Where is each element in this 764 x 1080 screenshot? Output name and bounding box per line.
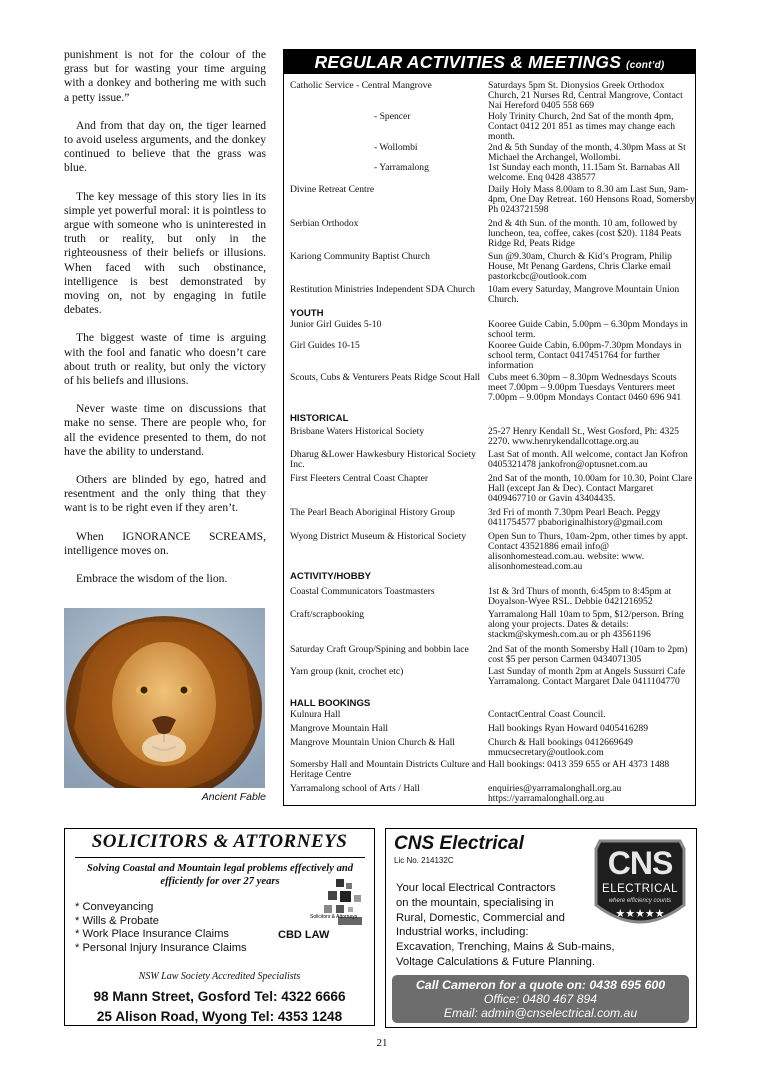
story-paragraph: The key message of this story lies in its simple yet powerful moral: it is pointless to argue with someone who is uninterested in truth or reality, but only in the righteousness of their beliefs or illusions. When faced with such obstinance, intelligence is best demonstrated by moving on, not by engaging in futile debates. xyxy=(64,189,266,317)
cns-body-line: Your local Electrical Contractors xyxy=(396,882,556,894)
activity-name: Serbian Orthodox xyxy=(290,218,359,229)
service-item: * Conveyancing xyxy=(75,901,154,913)
activity-info: ContactCentral Coast Council. xyxy=(488,709,606,720)
cbd-law-logo xyxy=(280,877,370,949)
activity-info: Daily Holy Mass 8.00am to 8.30 am Last Sun, 9am-4pm, One Day Retreat. 160 Hensons Road, Somersby Ph 0243721598 xyxy=(488,184,695,216)
activity-info: Last Sunday of month 2pm at Angels Sussurri Cafe Yarramalong. Contact Margaret Dale 0411104770 xyxy=(488,666,686,688)
activity-name: - Spencer xyxy=(374,111,411,122)
activity-name: Kulnura Hall xyxy=(290,709,341,720)
activity-info: 25-27 Henry Kendall St., West Gosford, Ph: 4325 2270. www.henrykendallcottage.org.au xyxy=(488,426,679,448)
cbd-law-small: Solicitors & Attorneys xyxy=(310,914,358,920)
activities-title-suffix: (cont’d) xyxy=(626,60,665,71)
activity-name: Saturday Craft Group/Spining and bobbin lace xyxy=(290,644,469,655)
activity-name: Mangrove Mountain Union Church & Hall xyxy=(290,737,455,748)
service-item: * Wills & Probate xyxy=(75,914,159,927)
cns-description xyxy=(396,881,696,970)
solicitors-tagline: Solving Coastal and Mountain legal problems effectively and efficiently for over 27 years xyxy=(86,863,354,887)
badge-electrical: ELECTRICAL xyxy=(602,883,678,895)
activity-name: Craft/scrapbooking xyxy=(290,609,365,620)
activity-name: Catholic Service - Central Mangrove xyxy=(290,80,432,91)
activity-name: Kariong Community Baptist Church xyxy=(290,251,430,262)
activity-info: Open Sun to Thurs, 10am-2pm, other times by appt. Contact 43521886 email info@ alisonhomestead.com.au. website: www. alisonhomestead.com.au xyxy=(488,531,688,573)
activity-info: Kooree Guide Cabin, 6.00pm-7.30pm Mondays in school term, Contact 0417451764 for further information xyxy=(488,340,682,372)
badge-tagline: where efficiency counts xyxy=(608,898,672,904)
licence-number: Lic No. 214132C xyxy=(394,856,454,865)
activities-box xyxy=(283,49,696,806)
activity-info: 2nd Sat of the month Somersby Hall (10am to 2pm) cost $5 per person Carmen 0434071305 xyxy=(488,644,688,666)
activity-name: Restitution Ministries Independent SDA Church xyxy=(290,284,475,295)
cns-office-line: Office: 0480 467 894 xyxy=(483,992,598,1006)
activity-info: Holy Trinity Church, 2nd Sat of the month 4pm, Contact 0412 201 851 as times may change each month. xyxy=(488,111,676,143)
activity-info: Saturdays 5pm St. Dionysios Greek Orthodox Church, 21 Nurses Rd, Central Mangrove, Contact Nai Hereford 0405 558 669 xyxy=(488,80,683,112)
activity-name: Mangrove Mountain Hall xyxy=(290,723,389,734)
activity-info: 2nd & 5th Sunday of the month, 4.30pm Mass at St Michael the Archangel, Wollombi. xyxy=(488,142,686,164)
cns-title: CNS Electrical xyxy=(394,833,524,854)
cns-body-line: Industrial works, including: xyxy=(396,926,529,939)
activity-name: Junior Girl Guides 5-10 xyxy=(290,319,382,330)
page-number: 21 xyxy=(376,1037,388,1049)
activity-info: Church & Hall bookings 0412669649 mmucsecretary@outlook.com xyxy=(488,737,633,759)
accreditation: NSW Law Society Accredited Specialists xyxy=(138,971,301,982)
activity-name: Yarn group (knit, crochet etc) xyxy=(290,666,404,677)
activity-name: Somersby Hall and Mountain Districts Culture and Heritage Centre xyxy=(290,759,486,781)
cns-body-line: Excavation, Trenching, Mains & Sub-mains, xyxy=(396,941,615,954)
badge-stars: ★★★★★ xyxy=(615,908,665,920)
activity-info: 2nd Sat of the month, 10.00am for 10.30, Point Clare Hall (except Jan & Dec). Contact Margaret 0409467710 or Gavin 43404435. xyxy=(488,473,693,505)
cbd-law-text: CBD LAW xyxy=(278,929,330,941)
activities-title xyxy=(284,50,695,74)
story-paragraph: And from that day on, the tiger learned to avoid useless arguments, and the donkey continued to believe that the grass was blue. xyxy=(64,118,266,175)
cns-electrical-ad xyxy=(385,828,697,1028)
lion-image xyxy=(64,608,265,788)
story-column xyxy=(64,48,266,600)
cns-body-line: on the mountain, specialising in xyxy=(396,896,554,909)
activity-info: Yarramalong Hall 10am to 5pm, $12/person. Bring along your projects. Dates & details: stackm@skymesh.com.au or ph 43561196 xyxy=(488,609,684,641)
badge-cns: CNS xyxy=(607,845,673,881)
address-gosford: 98 Mann Street, Gosford Tel: 4322 6666 xyxy=(93,989,346,1004)
activity-name: Brisbane Waters Historical Society xyxy=(290,426,425,437)
activity-info: Hall bookings Ryan Howard 0405416289 xyxy=(488,723,649,734)
service-item: * Personal Injury Insurance Claims xyxy=(75,941,247,954)
story-paragraph: Others are blinded by ego, hatred and resentment and the only thing that they want is to be right even if they aren’t. xyxy=(64,473,266,515)
story-paragraph: Never waste time on discussions that make no sense. There are people who, for all the evidence presented to them, do not have the ability to understand. xyxy=(64,402,266,458)
cns-email-line: Email: admin@cnselectrical.com.au xyxy=(443,1006,638,1020)
activity-info: Cubs meet 6.30pm – 8.30pm Wednesdays Scouts meet 7.00pm – 9.00pm Tuesdays Venturers meet 7.00pm – 9.00pm Mondays Contact 0460 696 941 xyxy=(488,372,682,404)
activity-name: Coastal Communicators Toastmasters xyxy=(290,586,435,597)
activity-info: Last Sat of month. All welcome, contact Jan Kofron 0405321478 jankofron@optusnet.com.au xyxy=(488,449,688,471)
activity-name: First Fleeters Central Coast Chapter xyxy=(290,473,429,484)
image-caption: Ancient Fable xyxy=(201,791,266,803)
section-youth: YOUTH xyxy=(290,308,324,319)
activity-info: Hall bookings: 0413 359 655 or AH 4373 1488 xyxy=(488,759,670,770)
service-item: * Work Place Insurance Claims xyxy=(75,928,229,941)
activity-name: - Wollombi xyxy=(374,142,418,153)
activity-info: 2nd & 4th Sun. of the month. 10 am, followed by luncheon, tea, coffee, cakes (cost $20). 1184 Peats Ridge Rd, Peats Ridge xyxy=(488,218,682,250)
activity-name: The Pearl Beach Aboriginal History Group xyxy=(290,507,455,518)
activity-name: Yarramalong school of Arts / Hall xyxy=(290,783,420,794)
cns-contact-panel xyxy=(392,975,689,1023)
activity-name: Divine Retreat Centre xyxy=(290,184,375,195)
section-hobby: ACTIVITY/HOBBY xyxy=(290,571,372,582)
cns-body-line: Rural, Domestic, Commercial and xyxy=(396,911,565,924)
divider xyxy=(75,857,365,858)
solicitors-title: SOLICITORS & ATTORNEYS xyxy=(91,831,348,852)
cns-call-line: Call Cameron for a quote on: 0438 695 600 xyxy=(415,978,666,992)
activity-info: 10am every Saturday, Mangrove Mountain Union Church. xyxy=(488,284,680,306)
activity-info: Sun @9.30am, Church & Kid’s Program, Philip House, Mt Penang Gardens, Chris Clarke email pastorkcbc@outlook.com xyxy=(488,251,672,283)
section-hall: HALL BOOKINGS xyxy=(290,698,371,709)
activity-name: - Yarramalong xyxy=(374,162,429,173)
activities-title-text: REGULAR ACTIVITIES & MEETINGS xyxy=(314,52,622,72)
story-paragraph: The biggest waste of time is arguing with the fool and fanatic who doesn’t care about truth or reality, but only the victory of his beliefs and illusions. xyxy=(64,331,266,388)
activity-info: enquiries@yarramalonghall.org.au https://yarramalonghall.org.au xyxy=(488,783,622,805)
services-list xyxy=(75,901,247,955)
activity-name: Girl Guides 10-15 xyxy=(290,340,360,351)
activity-name: Wyong District Museum & Historical Society xyxy=(290,531,467,542)
address-wyong: 25 Alison Road, Wyong Tel: 4353 1248 xyxy=(96,1009,343,1024)
activity-info: 1st Sunday each month, 11.15am St. Barnabas All welcome. Enq 0428 438577 xyxy=(488,162,681,184)
section-historical: HISTORICAL xyxy=(290,413,349,424)
story-paragraph: When IGNORANCE SCREAMS, intelligence moves on. xyxy=(64,529,266,557)
story-paragraph: punishment is not for the colour of the grass but for wasting your time arguing with a donkey and bothering me with such a petty issue.” xyxy=(64,48,266,104)
story-paragraph: Embrace the wisdom of the lion. xyxy=(76,572,228,586)
activity-name: Dharug &Lower Hawkesbury Historical Society Inc. xyxy=(290,449,476,471)
solicitors-ad xyxy=(64,828,375,1026)
activity-info: 3rd Fri of month 7.30pm Pearl Beach. Peggy 0411754577 pbaboriginalhistory@gmail.com xyxy=(488,507,663,529)
activity-name: Scouts, Cubs & Venturers Peats Ridge Scout Hall xyxy=(290,372,481,383)
activity-info: 1st & 3rd Thurs of month, 6:45pm to 8:45pm at Doyalson-Wyee RSL. Debbie 0421216952 xyxy=(488,586,672,608)
activity-info: Kooree Guide Cabin, 5.00pm – 6.30pm Mondays in school term. xyxy=(488,319,688,341)
cns-body-line: Voltage Calculations & Future Planning. xyxy=(396,955,596,968)
